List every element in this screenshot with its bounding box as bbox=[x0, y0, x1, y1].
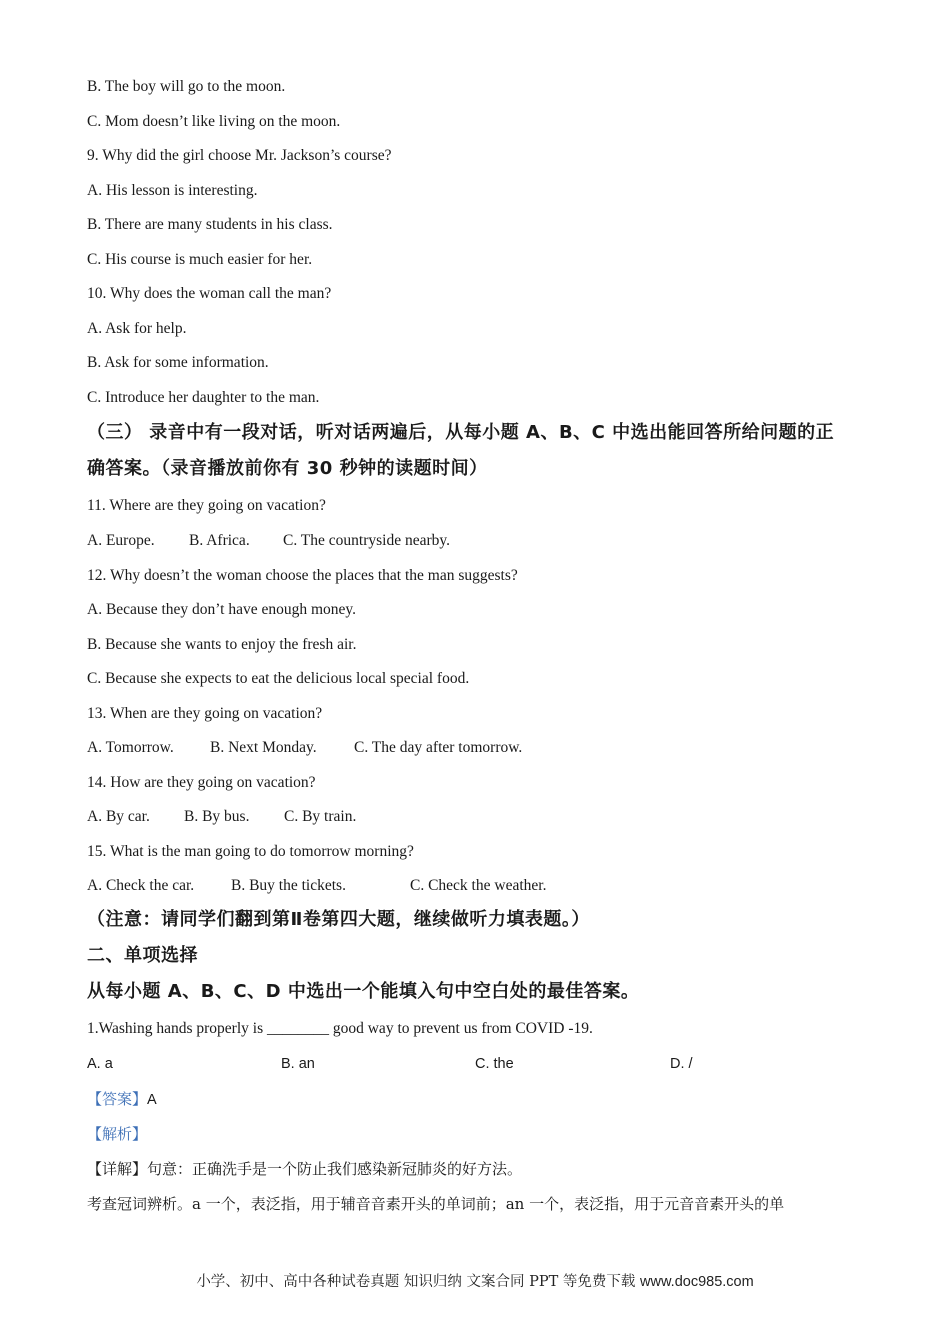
option-13a: A. Tomorrow. bbox=[87, 739, 174, 756]
option-9b: B. There are many students in his class. bbox=[87, 216, 333, 233]
option-14b: B. By bus. bbox=[184, 808, 250, 825]
page-footer bbox=[0, 1270, 950, 1291]
options-14 bbox=[87, 807, 356, 827]
option-13b: B. Next Monday. bbox=[210, 739, 317, 756]
question-14: 14. How are they going on vacation? bbox=[87, 774, 316, 791]
option-11c: C. The countryside nearby. bbox=[283, 532, 451, 549]
option-14c: C. By train. bbox=[284, 808, 357, 825]
option-12c: C. Because she expects to eat the delicious local special food. bbox=[87, 670, 470, 687]
option-12a: A. Because they don’t have enough money. bbox=[87, 601, 357, 618]
analysis-label: 【解析】 bbox=[87, 1125, 148, 1143]
analysis-line bbox=[87, 1124, 147, 1145]
mc-option-1c: C. the bbox=[475, 1056, 514, 1072]
option-11a: A. Europe. bbox=[87, 532, 155, 549]
option-13c: C. The day after tomorrow. bbox=[354, 739, 523, 756]
option-12b: B. Because she wants to enjoy the fresh air. bbox=[87, 636, 357, 653]
line-b-boy-moon: B. The boy will go to the moon. bbox=[87, 78, 286, 95]
note-heading: （注意：请同学们翻到第Ⅱ卷第四大题，继续做听力填表题。） bbox=[87, 909, 590, 930]
option-15b: B. Buy the tickets. bbox=[231, 877, 346, 894]
question-15: 15. What is the man going to do tomorrow morning? bbox=[87, 843, 414, 860]
question-10: 10. Why does the woman call the man? bbox=[87, 285, 332, 302]
detail-line-1: 【详解】句意：正确洗手是一个防止我们感染新冠肺炎的好方法。 bbox=[87, 1160, 523, 1178]
options-11 bbox=[87, 531, 450, 551]
answer-value: A bbox=[147, 1092, 157, 1108]
question-13: 13. When are they going on vacation? bbox=[87, 705, 323, 722]
mc-option-1a: A. a bbox=[87, 1056, 113, 1072]
detail-line-2: 考查冠词辨析。a 一个，表泛指，用于辅音音素开头的单词前；an 一个，表泛指，用于元音音素开头的单 bbox=[87, 1195, 785, 1213]
question-12: 12. Why doesn’t the woman choose the places that the man suggests? bbox=[87, 567, 518, 584]
options-13 bbox=[87, 738, 522, 758]
line-c-mom-moon: C. Mom doesn’t like living on the moon. bbox=[87, 113, 341, 130]
footer-url: www.doc985.com bbox=[640, 1274, 754, 1290]
option-14a: A. By car. bbox=[87, 808, 150, 825]
section3-heading-line2: 确答案。（录音播放前你有 30 秒钟的读题时间） bbox=[87, 458, 488, 479]
answer-line bbox=[87, 1089, 157, 1110]
option-10c: C. Introduce her daughter to the man. bbox=[87, 389, 320, 406]
option-9c: C. His course is much easier for her. bbox=[87, 251, 313, 268]
option-10a: A. Ask for help. bbox=[87, 320, 187, 337]
mc-options-1 bbox=[87, 1054, 693, 1074]
mc-question-1: 1.Washing hands properly is ________ good way to prevent us from COVID -19. bbox=[87, 1020, 593, 1037]
mc-option-1d: D. / bbox=[670, 1056, 693, 1072]
footer-text: 小学、初中、高中各种试卷真题 知识归纳 文案合同 PPT 等免费下载 bbox=[196, 1274, 636, 1290]
question-11: 11. Where are they going on vacation? bbox=[87, 497, 326, 514]
option-10b: B. Ask for some information. bbox=[87, 354, 269, 371]
options-15 bbox=[87, 876, 546, 896]
section3-heading-line1: （三） 录音中有一段对话，听对话两遍后，从每小题 A、B、C 中选出能回答所给问题的正 bbox=[87, 422, 835, 443]
option-15c: C. Check the weather. bbox=[410, 877, 547, 894]
option-9a: A. His lesson is interesting. bbox=[87, 182, 258, 199]
part2-instruction: 从每小题 A、B、C、D 中选出一个能填入句中空白处的最佳答案。 bbox=[87, 981, 640, 1002]
option-11b: B. Africa. bbox=[189, 532, 250, 549]
question-9: 9. Why did the girl choose Mr. Jackson’s course? bbox=[87, 147, 392, 164]
part2-title: 二、单项选择 bbox=[87, 945, 198, 966]
answer-label: 【答案】 bbox=[87, 1090, 148, 1108]
mc-option-1b: B. an bbox=[281, 1056, 315, 1072]
option-15a: A. Check the car. bbox=[87, 877, 195, 894]
